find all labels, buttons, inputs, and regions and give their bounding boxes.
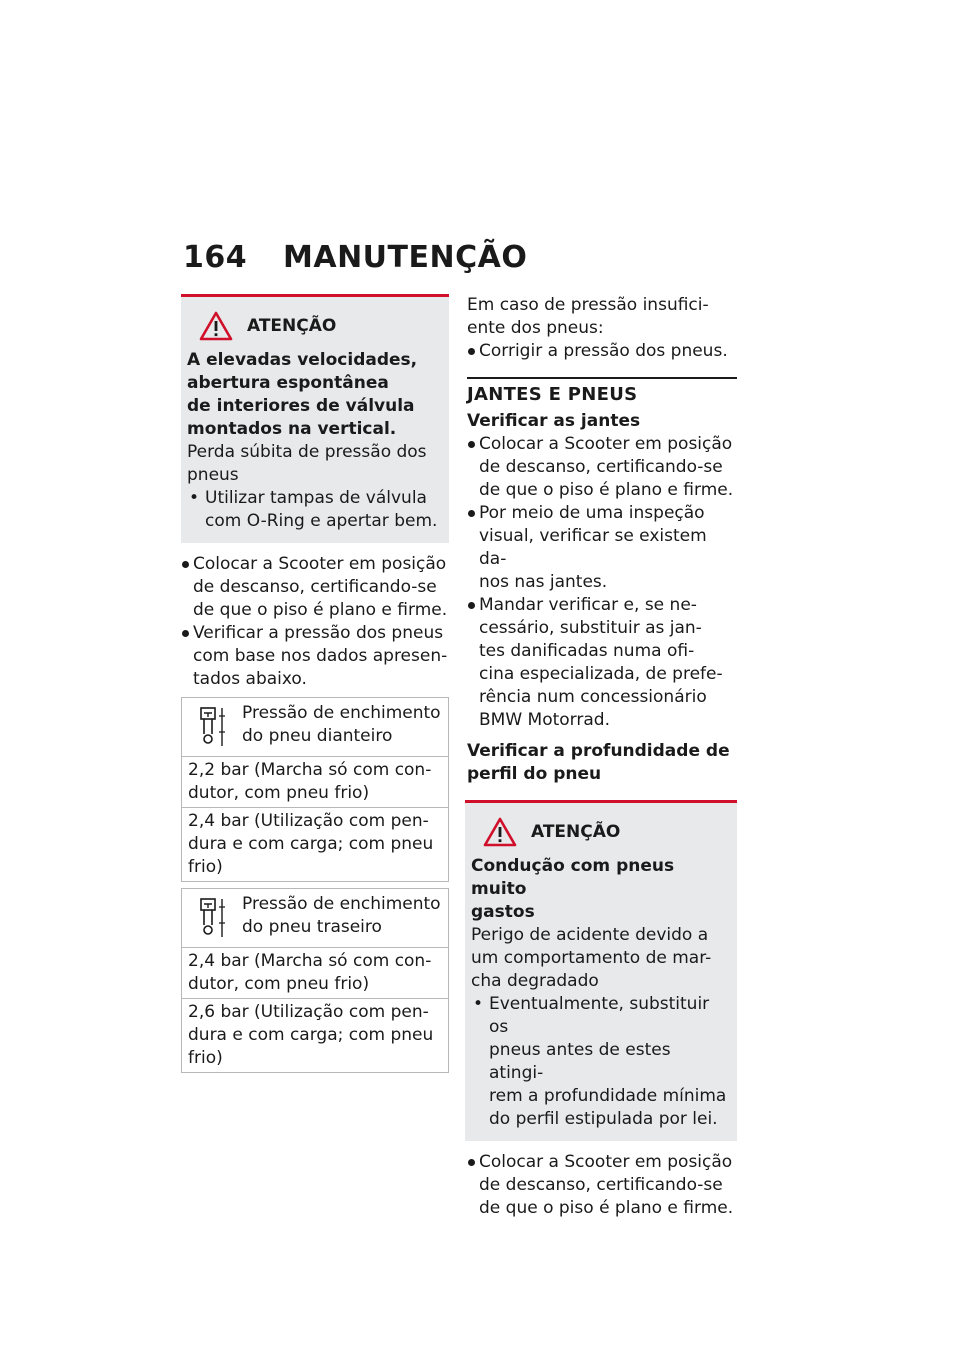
text-line: um comportamento de mar- xyxy=(471,948,712,968)
front-tire-pressure-table xyxy=(181,697,449,882)
table-label xyxy=(242,702,441,748)
page-header xyxy=(183,240,527,275)
section-divider xyxy=(467,377,737,379)
text-line: perfil do pneu xyxy=(467,764,602,784)
text-line: Pressão de enchimento xyxy=(242,703,441,723)
text-line: Pressão de enchimento xyxy=(242,894,441,914)
text-line: Perda súbita de pressão dos xyxy=(187,442,427,462)
text-line: Colocar a Scooter em posição xyxy=(479,434,733,454)
text-line: do pneu dianteiro xyxy=(242,726,393,746)
text-line: rem a profundidade mínima xyxy=(489,1086,727,1106)
intro-text xyxy=(467,294,737,340)
text-line: Perigo de acidente devido a xyxy=(471,925,709,945)
list-item xyxy=(467,433,737,502)
list-item xyxy=(181,622,449,691)
table-row xyxy=(182,998,448,1072)
text-line: cha degradado xyxy=(471,971,599,991)
text-line: Corrigir a pressão dos pneus. xyxy=(479,341,728,361)
warning-bold-text xyxy=(187,349,441,441)
text-line: 2,2 bar (Marcha só com con- xyxy=(188,760,432,780)
text-line: • Utilizar tampas de válvula xyxy=(205,488,427,508)
text-line: Colocar a Scooter em posição xyxy=(479,1152,733,1172)
tire-pressure-gauge-icon xyxy=(196,897,228,939)
text-line: Verificar a pressão dos pneus xyxy=(193,623,444,643)
text-line: Mandar verificar e, se ne- xyxy=(479,595,697,615)
list-item xyxy=(181,553,449,622)
warning-header xyxy=(199,311,441,341)
warning-title: ATENÇÃO xyxy=(531,821,621,842)
text-line: do pneu traseiro xyxy=(242,917,382,937)
list-item xyxy=(467,1151,737,1220)
text-line: 2,4 bar (Utilização com pen- xyxy=(188,811,429,831)
text-line: BMW Motorrad. xyxy=(479,710,610,730)
text-line: dura e com carga; com pneu xyxy=(188,834,434,854)
text-line: Condução com pneus muito xyxy=(471,856,675,899)
text-line: Colocar a Scooter em posição xyxy=(193,554,447,574)
warning-text xyxy=(471,924,729,993)
text-line: abertura espontânea xyxy=(187,373,389,393)
text-line: pneus xyxy=(187,465,239,485)
text-line: Verificar as jantes xyxy=(467,411,641,431)
text-line: de que o piso é plano e firme. xyxy=(193,600,448,620)
warning-action-item xyxy=(471,993,729,1131)
warning-triangle-icon xyxy=(483,817,517,847)
left-column xyxy=(181,294,449,1073)
warning-bold-text xyxy=(471,855,729,924)
warning-triangle-icon xyxy=(199,311,233,341)
table-row xyxy=(182,807,448,881)
text-line: dutor, com pneu frio) xyxy=(188,974,370,994)
list-item xyxy=(467,502,737,594)
text-line: nos nas jantes. xyxy=(479,572,608,592)
bullet-list xyxy=(467,433,737,732)
table-row xyxy=(182,756,448,807)
text-line: cina especializada, de prefe- xyxy=(479,664,723,684)
warning-title: ATENÇÃO xyxy=(247,315,337,336)
subheading-check-rims xyxy=(467,410,737,433)
warning-box-worn-tires xyxy=(465,800,737,1141)
text-line: ente dos pneus: xyxy=(467,318,604,338)
text-line: montados na vertical. xyxy=(187,419,397,439)
text-line: de descanso, certificando-se xyxy=(193,577,437,597)
list-item xyxy=(467,594,737,732)
text-line: tados abaixo. xyxy=(193,669,307,689)
chapter-title: MANUTENÇÃO xyxy=(283,240,528,275)
list-item xyxy=(467,340,737,363)
text-line: A elevadas velocidades, xyxy=(187,350,418,370)
page-number: 164 xyxy=(183,240,248,275)
table-row xyxy=(182,947,448,998)
bullet-list xyxy=(181,553,449,691)
text-line: de que o piso é plano e firme. xyxy=(479,480,734,500)
text-line: de descanso, certificando-se xyxy=(479,457,723,477)
rear-tire-pressure-table xyxy=(181,888,449,1073)
text-line: 2,6 bar (Utilização com pen- xyxy=(188,1002,429,1022)
table-label xyxy=(242,893,441,939)
section-title: JANTES E PNEUS xyxy=(467,384,638,405)
text-line: dutor, com pneu frio) xyxy=(188,783,370,803)
text-line: dura e com carga; com pneu xyxy=(188,1025,434,1045)
text-line: frio) xyxy=(188,857,223,877)
text-line: • Eventualmente, substituir os xyxy=(489,994,710,1037)
text-line: Por meio de uma inspeção xyxy=(479,503,705,523)
right-column xyxy=(467,294,737,1220)
text-line: de descanso, certificando-se xyxy=(479,1175,723,1195)
text-line: frio) xyxy=(188,1048,223,1068)
text-line: visual, verificar se existem da- xyxy=(479,526,707,569)
text-line: Em caso de pressão insufici- xyxy=(467,295,709,315)
text-line: de interiores de válvula xyxy=(187,396,415,416)
table-header-row xyxy=(182,698,448,756)
warning-box-valve xyxy=(181,294,449,543)
text-line: pneus antes de estes atingi- xyxy=(489,1040,671,1083)
text-line: com O-Ring e apertar bem. xyxy=(205,511,438,531)
bullet-list xyxy=(467,1151,737,1220)
text-line: do perfil estipulada por lei. xyxy=(489,1109,718,1129)
table-header-row xyxy=(182,889,448,947)
text-line: gastos xyxy=(471,902,535,922)
warning-action-item xyxy=(187,487,441,533)
text-line: cessário, substituir as jan- xyxy=(479,618,702,638)
text-line: tes danificadas numa ofi- xyxy=(479,641,695,661)
tire-pressure-gauge-icon xyxy=(196,706,228,748)
text-line: com base nos dados apresen- xyxy=(193,646,448,666)
text-line: de que o piso é plano e firme. xyxy=(479,1198,734,1218)
text-line: rência num concessionário xyxy=(479,687,707,707)
text-line: Verificar a profundidade de xyxy=(467,741,730,761)
warning-text xyxy=(187,441,441,487)
text-line: 2,4 bar (Marcha só com con- xyxy=(188,951,432,971)
warning-header xyxy=(483,817,729,847)
subheading-tread-depth xyxy=(467,740,737,786)
